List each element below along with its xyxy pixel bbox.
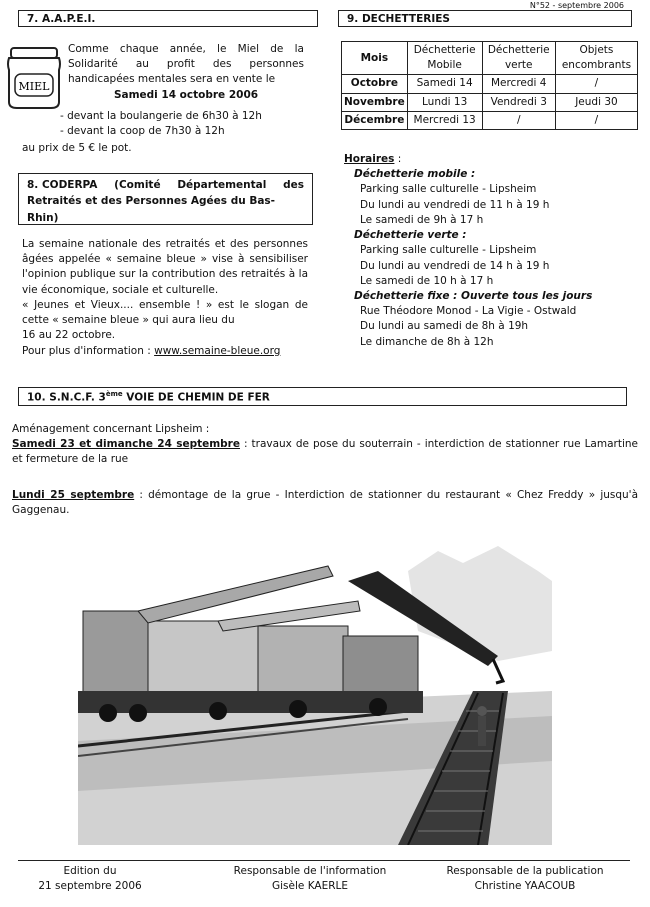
coderpa-p3: 16 au 22 octobre.: [22, 329, 116, 342]
table-header: Déchetterie Mobile: [407, 42, 482, 75]
coderpa-info-label: Pour plus d'information :: [22, 344, 155, 357]
railway-crane-photo: [78, 541, 552, 845]
footer-publication-name: Christine YAACOUB: [474, 880, 576, 893]
s8-title-word-1: 8. CODERPA: [27, 179, 98, 191]
section-10-text: [12, 422, 638, 518]
verte-label: Déchetterie verte :: [354, 229, 467, 242]
sncf-text-1: : travaux de pose du souterrain - interdiction de stationner rue Lamartine et fermeture de la rue: [12, 438, 638, 466]
table-cell: /: [555, 111, 637, 129]
table-cell: /: [482, 111, 555, 129]
verte-line: Du lundi au vendredi de 14 h à 19 h: [360, 259, 550, 272]
aapei-intro: Comme chaque année, le Miel de la Solidarité au profit des personnes handicapées mentales sera en vente le: [68, 43, 304, 86]
coderpa-p4: [22, 344, 308, 359]
section-8-title: [18, 173, 313, 225]
table-cell: Lundi 13: [407, 93, 482, 111]
aapei-price: au prix de 5 € le pot.: [22, 142, 132, 154]
fixe-label: Déchetterie fixe : Ouverte tous les jours: [354, 289, 593, 302]
sncf-intro: Aménagement concernant Lipsheim :: [12, 423, 210, 435]
table-header-row: [342, 42, 638, 75]
table-row: [342, 111, 638, 129]
dechetteries-table: [341, 41, 638, 130]
section-8-text: [22, 237, 308, 359]
sncf-date-1: Samedi 23 et dimanche 24 septembre: [12, 438, 240, 451]
table-cell: Décembre: [342, 111, 408, 129]
verte-line: Le samedi de 10 h à 17 h: [360, 274, 494, 287]
mobile-label: Déchetterie mobile: [354, 168, 468, 181]
footer-info-name: Gisèle KAERLE: [272, 880, 348, 893]
section-10-title: [18, 387, 627, 406]
footer-edition-label: Edition du: [63, 865, 117, 877]
jar-label: MIEL: [18, 80, 50, 93]
table-cell: Novembre: [342, 93, 408, 111]
table-cell: Jeudi 30: [555, 93, 637, 111]
sncf-item-2: [12, 488, 638, 518]
mobile-line: Du lundi au vendredi de 11 h à 19 h: [360, 198, 550, 211]
mobile-line: Le samedi de 9h à 17 h: [360, 213, 484, 226]
verte-line: Parking salle culturelle - Lipsheim: [360, 244, 537, 257]
fixe-line: Le dimanche de 8h à 12h: [360, 335, 494, 348]
table-header: Objets encombrants: [555, 42, 637, 75]
s8-title-word-4: des: [283, 179, 304, 191]
s10-title-sup: ème: [105, 390, 123, 398]
sncf-date-2: Lundi 25 septembre: [12, 488, 135, 501]
footer-publication: [440, 864, 610, 894]
section-7-title: 7. A.A.P.E.I.: [18, 10, 318, 27]
fixe-line: Du lundi au samedi de 8h à 19h: [360, 320, 529, 333]
s10-title-b: VOIE DE CHEMIN DE FER: [122, 391, 270, 404]
sncf-item-1: [12, 437, 638, 467]
sncf-text-2: : démontage de la grue - Interdiction de stationner du restaurant « Chez Freddy » jusqu'à Gaggenau.: [12, 488, 639, 516]
footer-rule: [18, 860, 630, 861]
table-header: Déchetterie verte: [482, 42, 555, 75]
section-7-text: [68, 42, 304, 103]
s8-title-line-2: Retraités et des Personnes Agées du Bas-: [27, 195, 276, 208]
footer-edition: [22, 864, 158, 894]
honey-jar-icon: [3, 44, 65, 110]
issue-number: N°52 - septembre 2006: [529, 1, 624, 10]
footer-edition-date: 21 septembre 2006: [38, 880, 142, 893]
table-cell: Mercredi 13: [407, 111, 482, 129]
fixe-line: Rue Théodore Monod - La Vigie - Ostwald: [360, 305, 577, 318]
s8-title-word-2: (Comité: [114, 179, 161, 191]
footer-publication-label: Responsable de la publication: [446, 865, 604, 877]
s10-title-a: 10. S.N.C.F. 3: [27, 391, 106, 404]
table-row: [342, 93, 638, 111]
coderpa-p2: « Jeunes et Vieux.... ensemble ! » est le slogan de cette « semaine bleue » qui aura lieu du: [22, 298, 308, 327]
table-cell: Octobre: [342, 75, 408, 93]
table-row: [342, 75, 638, 93]
aapei-date: Samedi 14 octobre 2006: [113, 88, 259, 101]
horaires-block: Horaires : Déchetterie mobile : Parking salle culturelle - Lipsheim Du lundi au vendredi de 11 h à 19 h Le samedi de 9h à 17 h Déchetterie verte : Parking salle culturelle - Lipsheim Du lundi au vendredi de 14 h à 19 h Le samedi de 10 h à 17 h Déchetterie fixe : Ouverte tous les jours Rue Théodore Monod - La Vigie - Ostwald Du lundi au samedi de 8h à 19h Le dimanche de 8h à 12h: [344, 152, 644, 350]
coderpa-p1: La semaine nationale des retraités et des personnes âgées appelée « semaine bleue » vise à sensibiliser l'opinion publique sur la contribution des retraités à la vie économique, sociale et culturelle.: [22, 238, 308, 296]
footer-info-label: Responsable de l'information: [233, 865, 387, 877]
semaine-bleue-link[interactable]: www.semaine-bleue.org: [154, 344, 281, 357]
s8-title-word-3: Départemental: [177, 179, 267, 191]
s8-title-line-3: Rhin): [27, 211, 59, 224]
horaires-heading: Horaires: [344, 153, 395, 165]
table-cell: Samedi 14: [407, 75, 482, 93]
aapei-bullets: [60, 109, 262, 139]
table-header: Mois: [342, 42, 408, 75]
aapei-bullet-2: - devant la coop de 7h30 à 12h: [60, 125, 225, 138]
mobile-line: Parking salle culturelle - Lipsheim: [360, 183, 537, 196]
table-cell: /: [555, 75, 637, 93]
table-cell: Vendredi 3: [482, 93, 555, 111]
section-9-title: 9. DECHETTERIES: [338, 10, 632, 27]
table-cell: Mercredi 4: [482, 75, 555, 93]
aapei-bullet-1: - devant la boulangerie de 6h30 à 12h: [60, 110, 262, 122]
footer-info: [225, 864, 395, 894]
